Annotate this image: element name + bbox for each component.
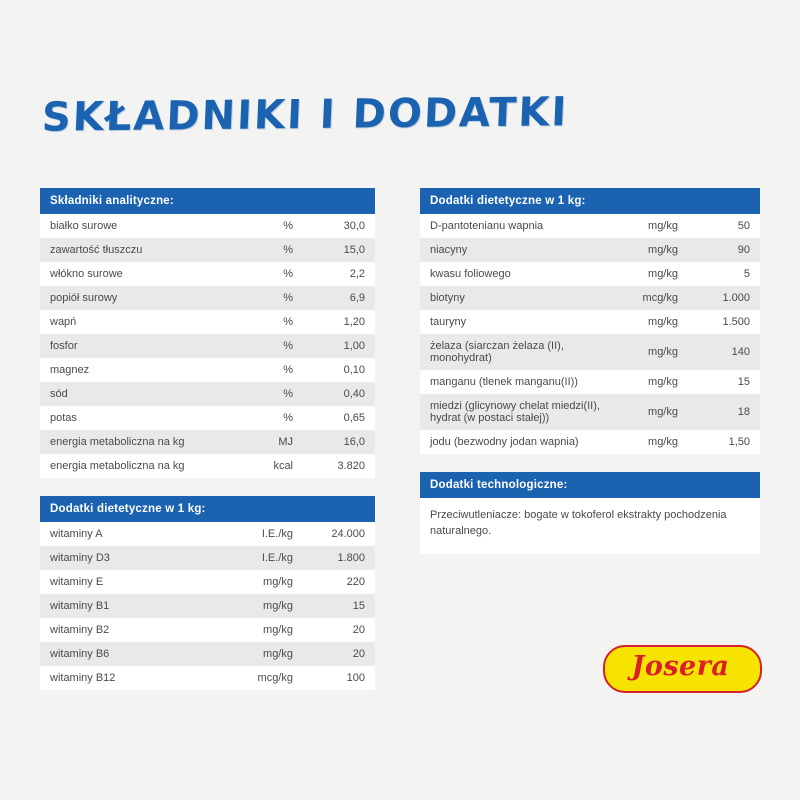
row-value: 50 xyxy=(737,220,750,232)
row-label: tauryny xyxy=(430,316,467,328)
row-value: 15,0 xyxy=(343,244,365,256)
row-label: magnez xyxy=(50,364,90,376)
table-row xyxy=(40,642,375,666)
row-label: białko surowe xyxy=(50,220,118,232)
row-unit: mg/kg xyxy=(263,624,293,636)
row-unit: I.E./kg xyxy=(261,528,293,540)
row-value: 16,0 xyxy=(343,436,365,448)
table-row xyxy=(40,454,375,478)
row-label: jodu (bezwodny jodan wapnia) xyxy=(430,436,579,448)
row-unit: mg/kg xyxy=(648,436,678,448)
row-label: włókno surowe xyxy=(50,268,123,280)
technological-additives-block xyxy=(420,472,760,554)
table-row xyxy=(40,546,375,570)
row-unit: mg/kg xyxy=(648,406,678,418)
row-unit: mcg/kg xyxy=(642,292,678,304)
row-unit: % xyxy=(283,340,293,352)
row-unit: mg/kg xyxy=(648,244,678,256)
technological-additives-header: Dodatki technologiczne: xyxy=(420,472,760,498)
row-value: 1,20 xyxy=(343,316,365,328)
table-row xyxy=(420,238,760,262)
josera-logo xyxy=(603,645,758,689)
table-row xyxy=(40,570,375,594)
row-value: 20 xyxy=(352,648,365,660)
row-value: 15 xyxy=(737,376,750,388)
table-row xyxy=(40,522,375,546)
row-unit: % xyxy=(283,292,293,304)
row-label: witaminy B12 xyxy=(50,672,116,684)
row-value: 0,10 xyxy=(343,364,365,376)
row-unit: % xyxy=(283,388,293,400)
row-value: 100 xyxy=(346,672,365,684)
row-unit: kcal xyxy=(273,460,293,472)
row-label: fosfor xyxy=(50,340,78,352)
analytical-constituents-table xyxy=(40,214,375,478)
row-value: 1.800 xyxy=(337,552,365,564)
right-column xyxy=(420,188,760,572)
dietary-minerals-table xyxy=(420,214,760,454)
row-value: 6,9 xyxy=(349,292,365,304)
row-value: 2,2 xyxy=(349,268,365,280)
row-label: D-pantotenianu wapnia xyxy=(430,220,544,232)
table-row xyxy=(40,334,375,358)
row-value: 18 xyxy=(737,406,750,418)
table-row xyxy=(40,262,375,286)
row-value: 30,0 xyxy=(343,220,365,232)
row-unit: % xyxy=(283,244,293,256)
row-unit: % xyxy=(283,268,293,280)
row-label: witaminy B2 xyxy=(50,624,110,636)
row-label: witaminy B6 xyxy=(50,648,110,660)
technological-additives-text: Przeciwutleniacze: bogate w tokoferol ekstrakty pochodzenia naturalnego. xyxy=(420,498,760,554)
row-label: kwasu foliowego xyxy=(430,268,511,280)
table-row xyxy=(420,310,760,334)
row-label: biotyny xyxy=(430,292,465,304)
row-value: 15 xyxy=(352,600,365,612)
left-column xyxy=(40,188,375,708)
table-row xyxy=(420,262,760,286)
page-title: SKŁADNIKI I DODATKI xyxy=(40,89,570,141)
row-label: niacyny xyxy=(430,244,468,256)
table-row xyxy=(420,430,760,454)
row-value: 220 xyxy=(346,576,365,588)
row-unit: mg/kg xyxy=(648,268,678,280)
row-label: witaminy E xyxy=(50,576,104,588)
row-unit: % xyxy=(283,220,293,232)
table-row xyxy=(40,214,375,238)
row-value: 20 xyxy=(352,624,365,636)
table-row xyxy=(40,382,375,406)
table-row xyxy=(40,406,375,430)
row-value: 140 xyxy=(731,346,750,358)
row-unit: % xyxy=(283,364,293,376)
dietary-vitamins-table xyxy=(40,522,375,690)
dietary-minerals-header: Dodatki dietetyczne w 1 kg: xyxy=(420,188,760,214)
row-unit: mg/kg xyxy=(648,316,678,328)
row-value: 1.500 xyxy=(722,316,750,328)
dietary-vitamins-block xyxy=(40,496,375,690)
analytical-constituents-header: Składniki analityczne: xyxy=(40,188,375,214)
table-row xyxy=(40,358,375,382)
row-unit: mg/kg xyxy=(648,220,678,232)
table-row xyxy=(40,238,375,262)
table-row xyxy=(420,286,760,310)
row-unit: mg/kg xyxy=(648,376,678,388)
table-row xyxy=(40,286,375,310)
row-label: wapń xyxy=(50,316,77,328)
row-value: 5 xyxy=(743,268,750,280)
table-row xyxy=(40,594,375,618)
row-label: miedzi (glicynowy chelat miedzi(II), hydrat (w postaci stałej)) xyxy=(430,400,600,424)
row-unit: mg/kg xyxy=(263,600,293,612)
row-unit: I.E./kg xyxy=(261,552,293,564)
row-unit: mg/kg xyxy=(648,346,678,358)
row-label: sód xyxy=(50,388,68,400)
analytical-constituents-block xyxy=(40,188,375,478)
row-label: energia metaboliczna na kg xyxy=(50,436,185,448)
row-label: potas xyxy=(50,412,77,424)
row-label: witaminy A xyxy=(50,528,103,540)
row-value: 0,65 xyxy=(343,412,365,424)
table-row xyxy=(40,666,375,690)
table-row xyxy=(420,394,760,430)
row-value: 1.000 xyxy=(722,292,750,304)
logo-text: Josera xyxy=(631,651,730,682)
row-unit: % xyxy=(283,316,293,328)
row-unit: mg/kg xyxy=(263,576,293,588)
row-label: żelaza (siarczan żelaza (II), monohydrat) xyxy=(430,340,564,364)
row-value: 1,50 xyxy=(728,436,750,448)
row-unit: mcg/kg xyxy=(257,672,293,684)
row-value: 90 xyxy=(737,244,750,256)
row-label: witaminy D3 xyxy=(50,552,110,564)
table-row xyxy=(40,310,375,334)
row-label: energia metaboliczna na kg xyxy=(50,460,185,472)
row-label: popiół surowy xyxy=(50,292,118,304)
row-label: zawartość tłuszczu xyxy=(50,244,143,256)
table-row xyxy=(420,214,760,238)
table-row xyxy=(40,430,375,454)
row-value: 1,00 xyxy=(343,340,365,352)
row-unit: % xyxy=(283,412,293,424)
row-value: 24.000 xyxy=(331,528,365,540)
table-row xyxy=(420,334,760,370)
table-row xyxy=(40,618,375,642)
dietary-vitamins-header: Dodatki dietetyczne w 1 kg: xyxy=(40,496,375,522)
row-unit: mg/kg xyxy=(263,648,293,660)
dietary-minerals-block xyxy=(420,188,760,454)
row-unit: MJ xyxy=(278,436,293,448)
row-label: manganu (tlenek manganu(II)) xyxy=(430,376,578,388)
table-row xyxy=(420,370,760,394)
row-value: 3.820 xyxy=(337,460,365,472)
row-label: witaminy B1 xyxy=(50,600,110,612)
row-value: 0,40 xyxy=(343,388,365,400)
